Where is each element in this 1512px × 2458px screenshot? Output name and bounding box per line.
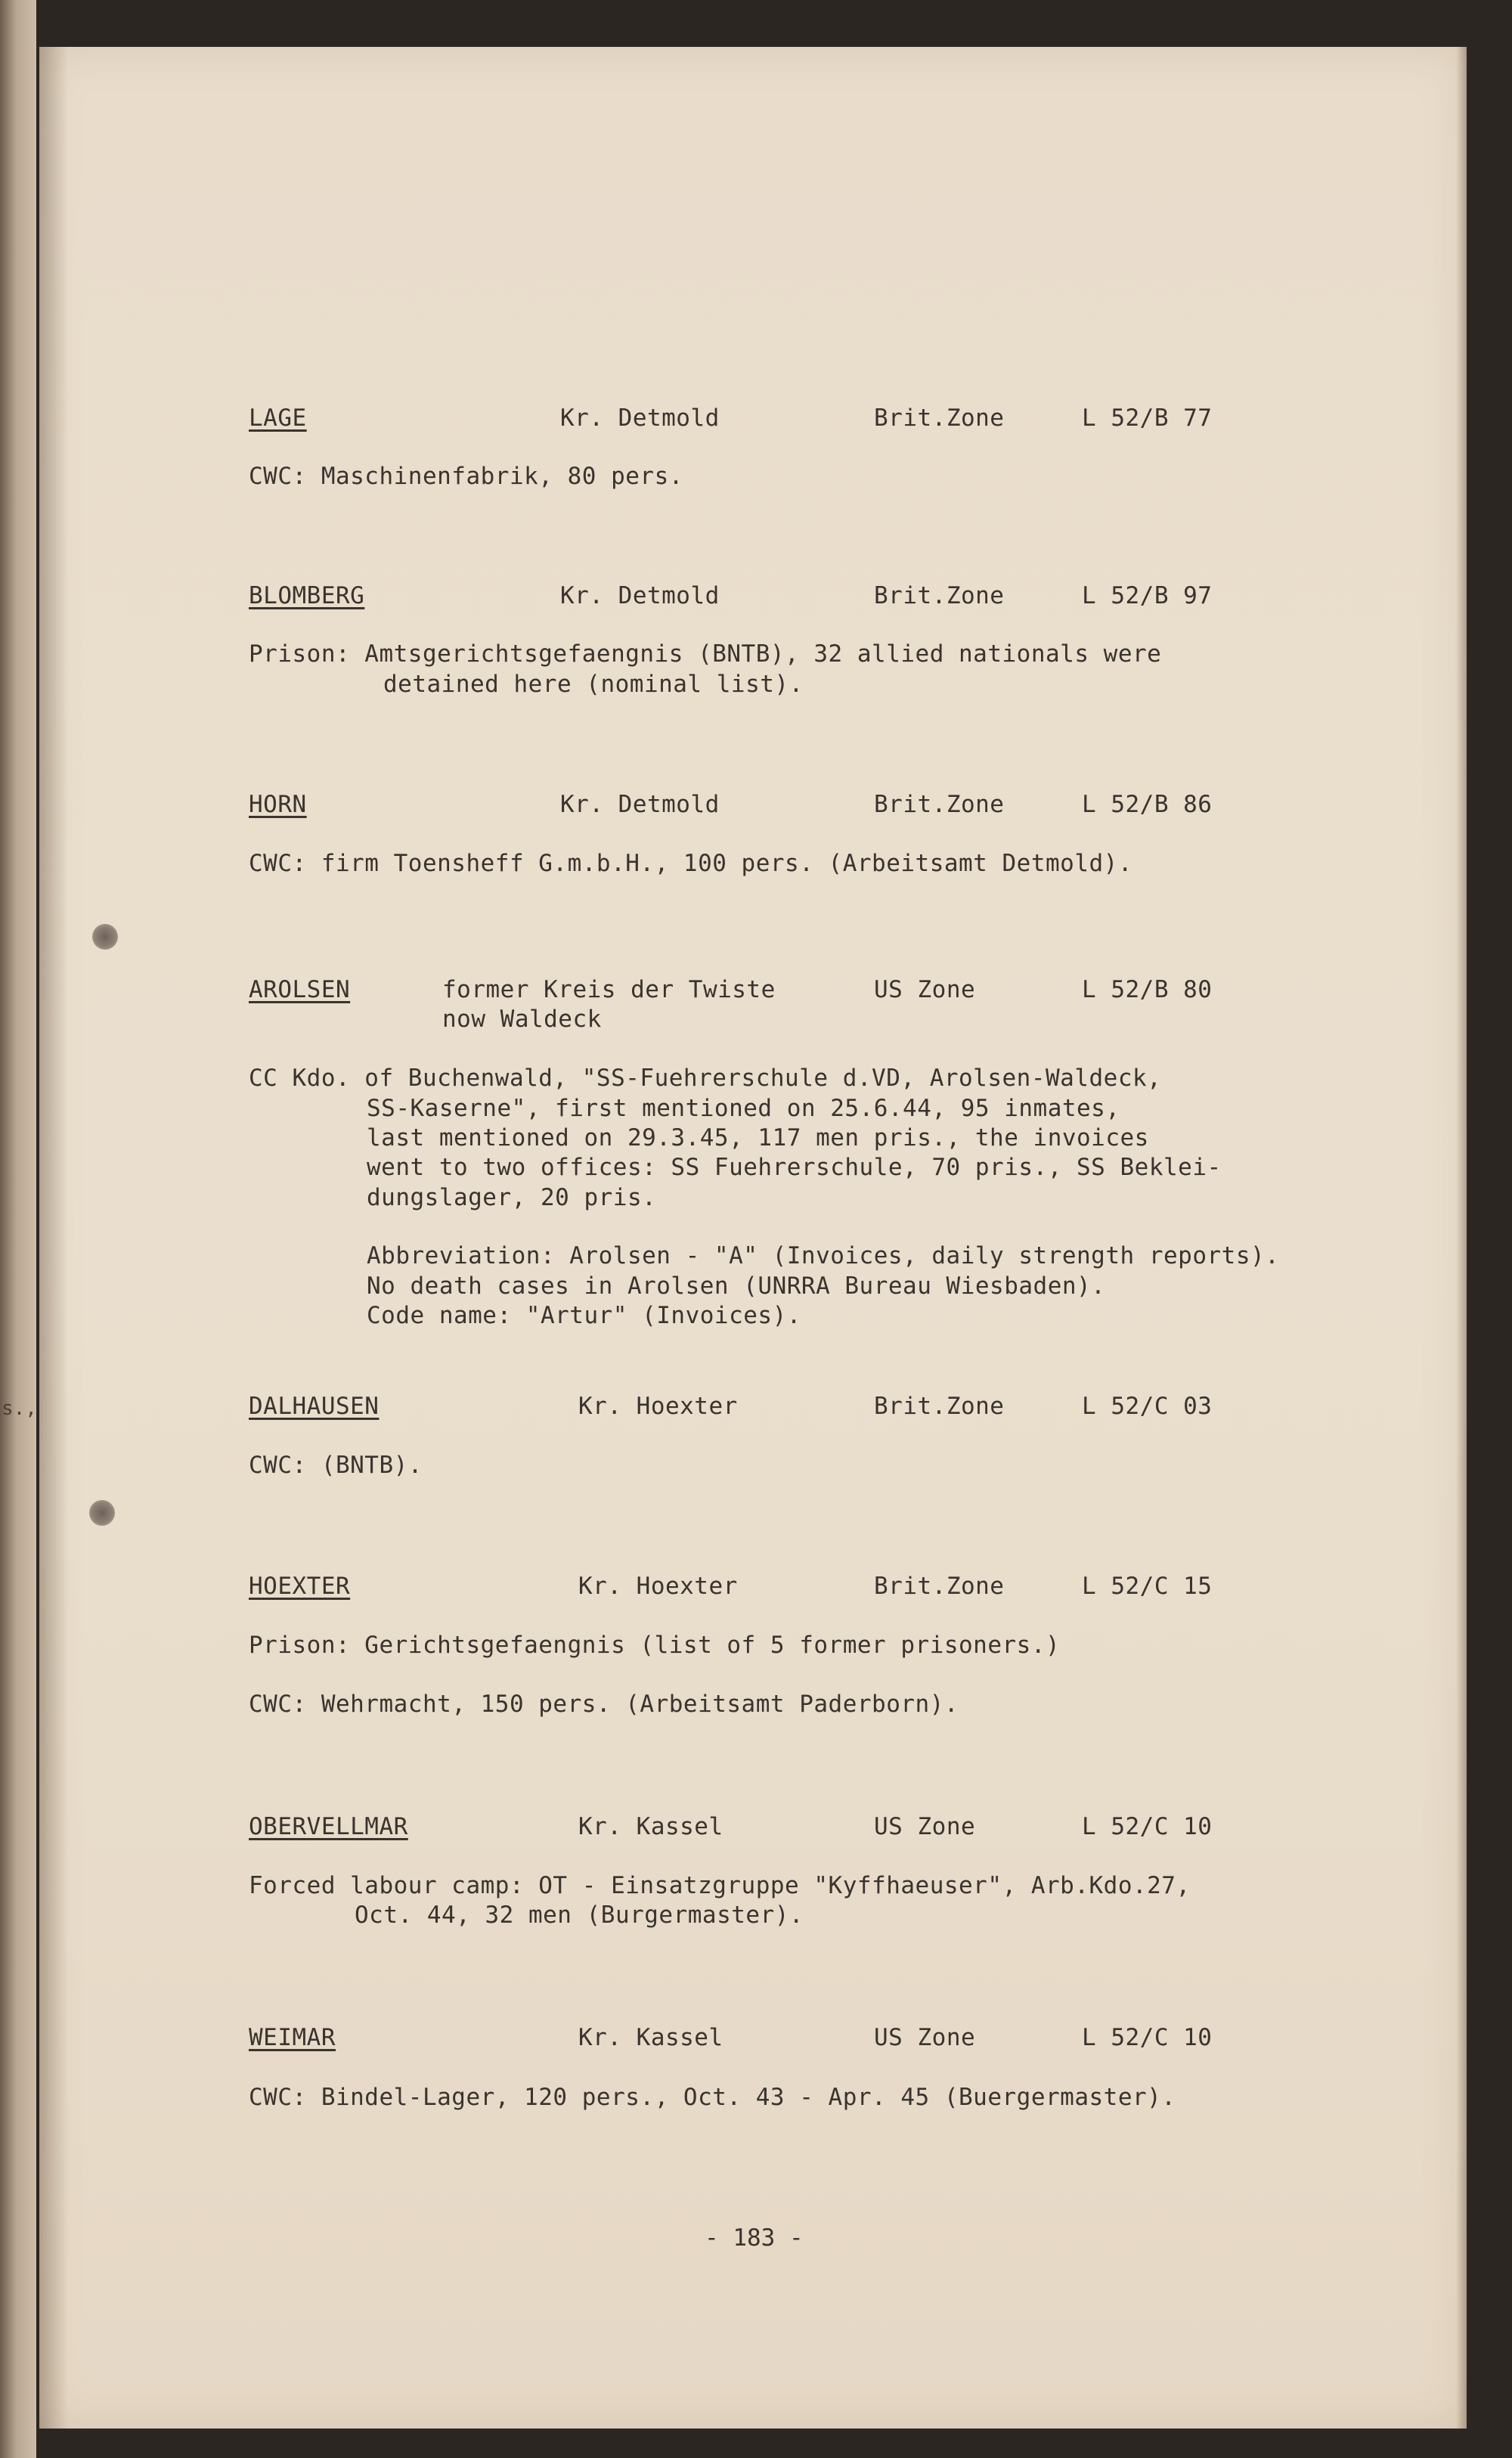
place-name: LAGE [249,405,307,432]
district: Kr. Hoexter [578,1573,738,1600]
margin-note: s., [2,1397,37,1420]
reference-code: L 52/B 77 [1082,405,1213,432]
entry-line: Abbreviation: Arolsen - "A" (Invoices, daily strength reports). [367,1242,1280,1269]
reference-code: L 52/B 86 [1082,791,1213,818]
gutter-shadow [39,47,68,2429]
place-name: HOEXTER [249,1573,351,1600]
adjacent-page-edge [0,0,36,2458]
entry-line: Prison: Amtsgerichtsgefaengnis (BNTB), 32 allied nationals were [249,640,1162,668]
place-name: AROLSEN [249,976,351,1003]
district: Kr. Kassel [578,1813,723,1840]
place-name: OBERVELLMAR [249,1813,408,1840]
district-now: now Waldeck [442,1006,602,1033]
zone: Brit.Zone [874,582,1005,609]
entry-line: CWC: (BNTB). [249,1452,423,1479]
zone: US Zone [874,1813,976,1840]
district: Kr. Detmold [560,791,720,818]
entry-line: last mentioned on 29.3.45, 117 men pris., the invoices [367,1124,1149,1152]
place-name: HORN [249,791,307,818]
entry-line: SS-Kaserne", first mentioned on 25.6.44, 95 inmates, [367,1095,1120,1122]
district: Kr. Detmold [560,405,720,432]
punch-hole-icon [92,924,118,950]
entry-line: CWC: firm Toensheff G.m.b.H., 100 pers. (Arbeitsamt Detmold). [249,850,1132,877]
reference-code: L 52/C 10 [1082,2024,1213,2051]
entry-line: went to two offices: SS Fuehrerschule, 70 pris., SS Beklei- [367,1154,1222,1181]
district: Kr. Hoexter [578,1393,738,1420]
entry-line: No death cases in Arolsen (UNRRA Bureau Wiesbaden). [367,1272,1106,1300]
entry-line: detained here (nominal list). [383,671,804,698]
zone: US Zone [874,2024,976,2051]
entry-line: Oct. 44, 32 men (Burgermaster). [355,1902,804,1929]
entry-line: Prison: Gerichtsgefaengnis (list of 5 former prisoners.) [249,1632,1061,1659]
entry-line: CC Kdo. of Buchenwald, "SS-Fuehrerschule d.VD, Arolsen-Waldeck, [249,1065,1162,1092]
reference-code: L 52/C 15 [1082,1573,1213,1600]
place-name: DALHAUSEN [249,1393,380,1420]
reference-code: L 52/C 10 [1082,1813,1213,1840]
entry-line: CWC: Wehrmacht, 150 pers. (Arbeitsamt Paderborn). [249,1691,959,1718]
district: Kr. Detmold [560,582,720,609]
entry-line: dungslager, 20 pris. [367,1184,657,1211]
entry-line: CWC: Bindel-Lager, 120 pers., Oct. 43 - Apr. 45 (Buergermaster). [249,2084,1176,2111]
entry-line: Forced labour camp: OT - Einsatzgruppe "Kyffhaeuser", Arb.Kdo.27, [249,1872,1191,1899]
page-edge-shadow [1456,47,1467,2429]
zone: US Zone [874,976,976,1003]
entry-line: CWC: Maschinenfabrik, 80 pers. [249,463,683,490]
zone: Brit.Zone [874,1393,1005,1420]
zone: Brit.Zone [874,791,1005,818]
reference-code: L 52/B 97 [1082,582,1213,609]
zone: Brit.Zone [874,405,1005,432]
district: Kr. Kassel [578,2024,723,2051]
zone: Brit.Zone [874,1573,1005,1600]
reference-code: L 52/B 80 [1082,976,1213,1003]
reference-code: L 52/C 03 [1082,1393,1213,1420]
page-number: - 183 - [705,2224,804,2252]
district: former Kreis der Twiste [442,976,776,1003]
document-page [39,47,1467,2429]
place-name: BLOMBERG [249,582,365,609]
place-name: WEIMAR [249,2024,336,2051]
punch-hole-icon [89,1500,115,1526]
entry-line: Code name: "Artur" (Invoices). [367,1302,801,1329]
